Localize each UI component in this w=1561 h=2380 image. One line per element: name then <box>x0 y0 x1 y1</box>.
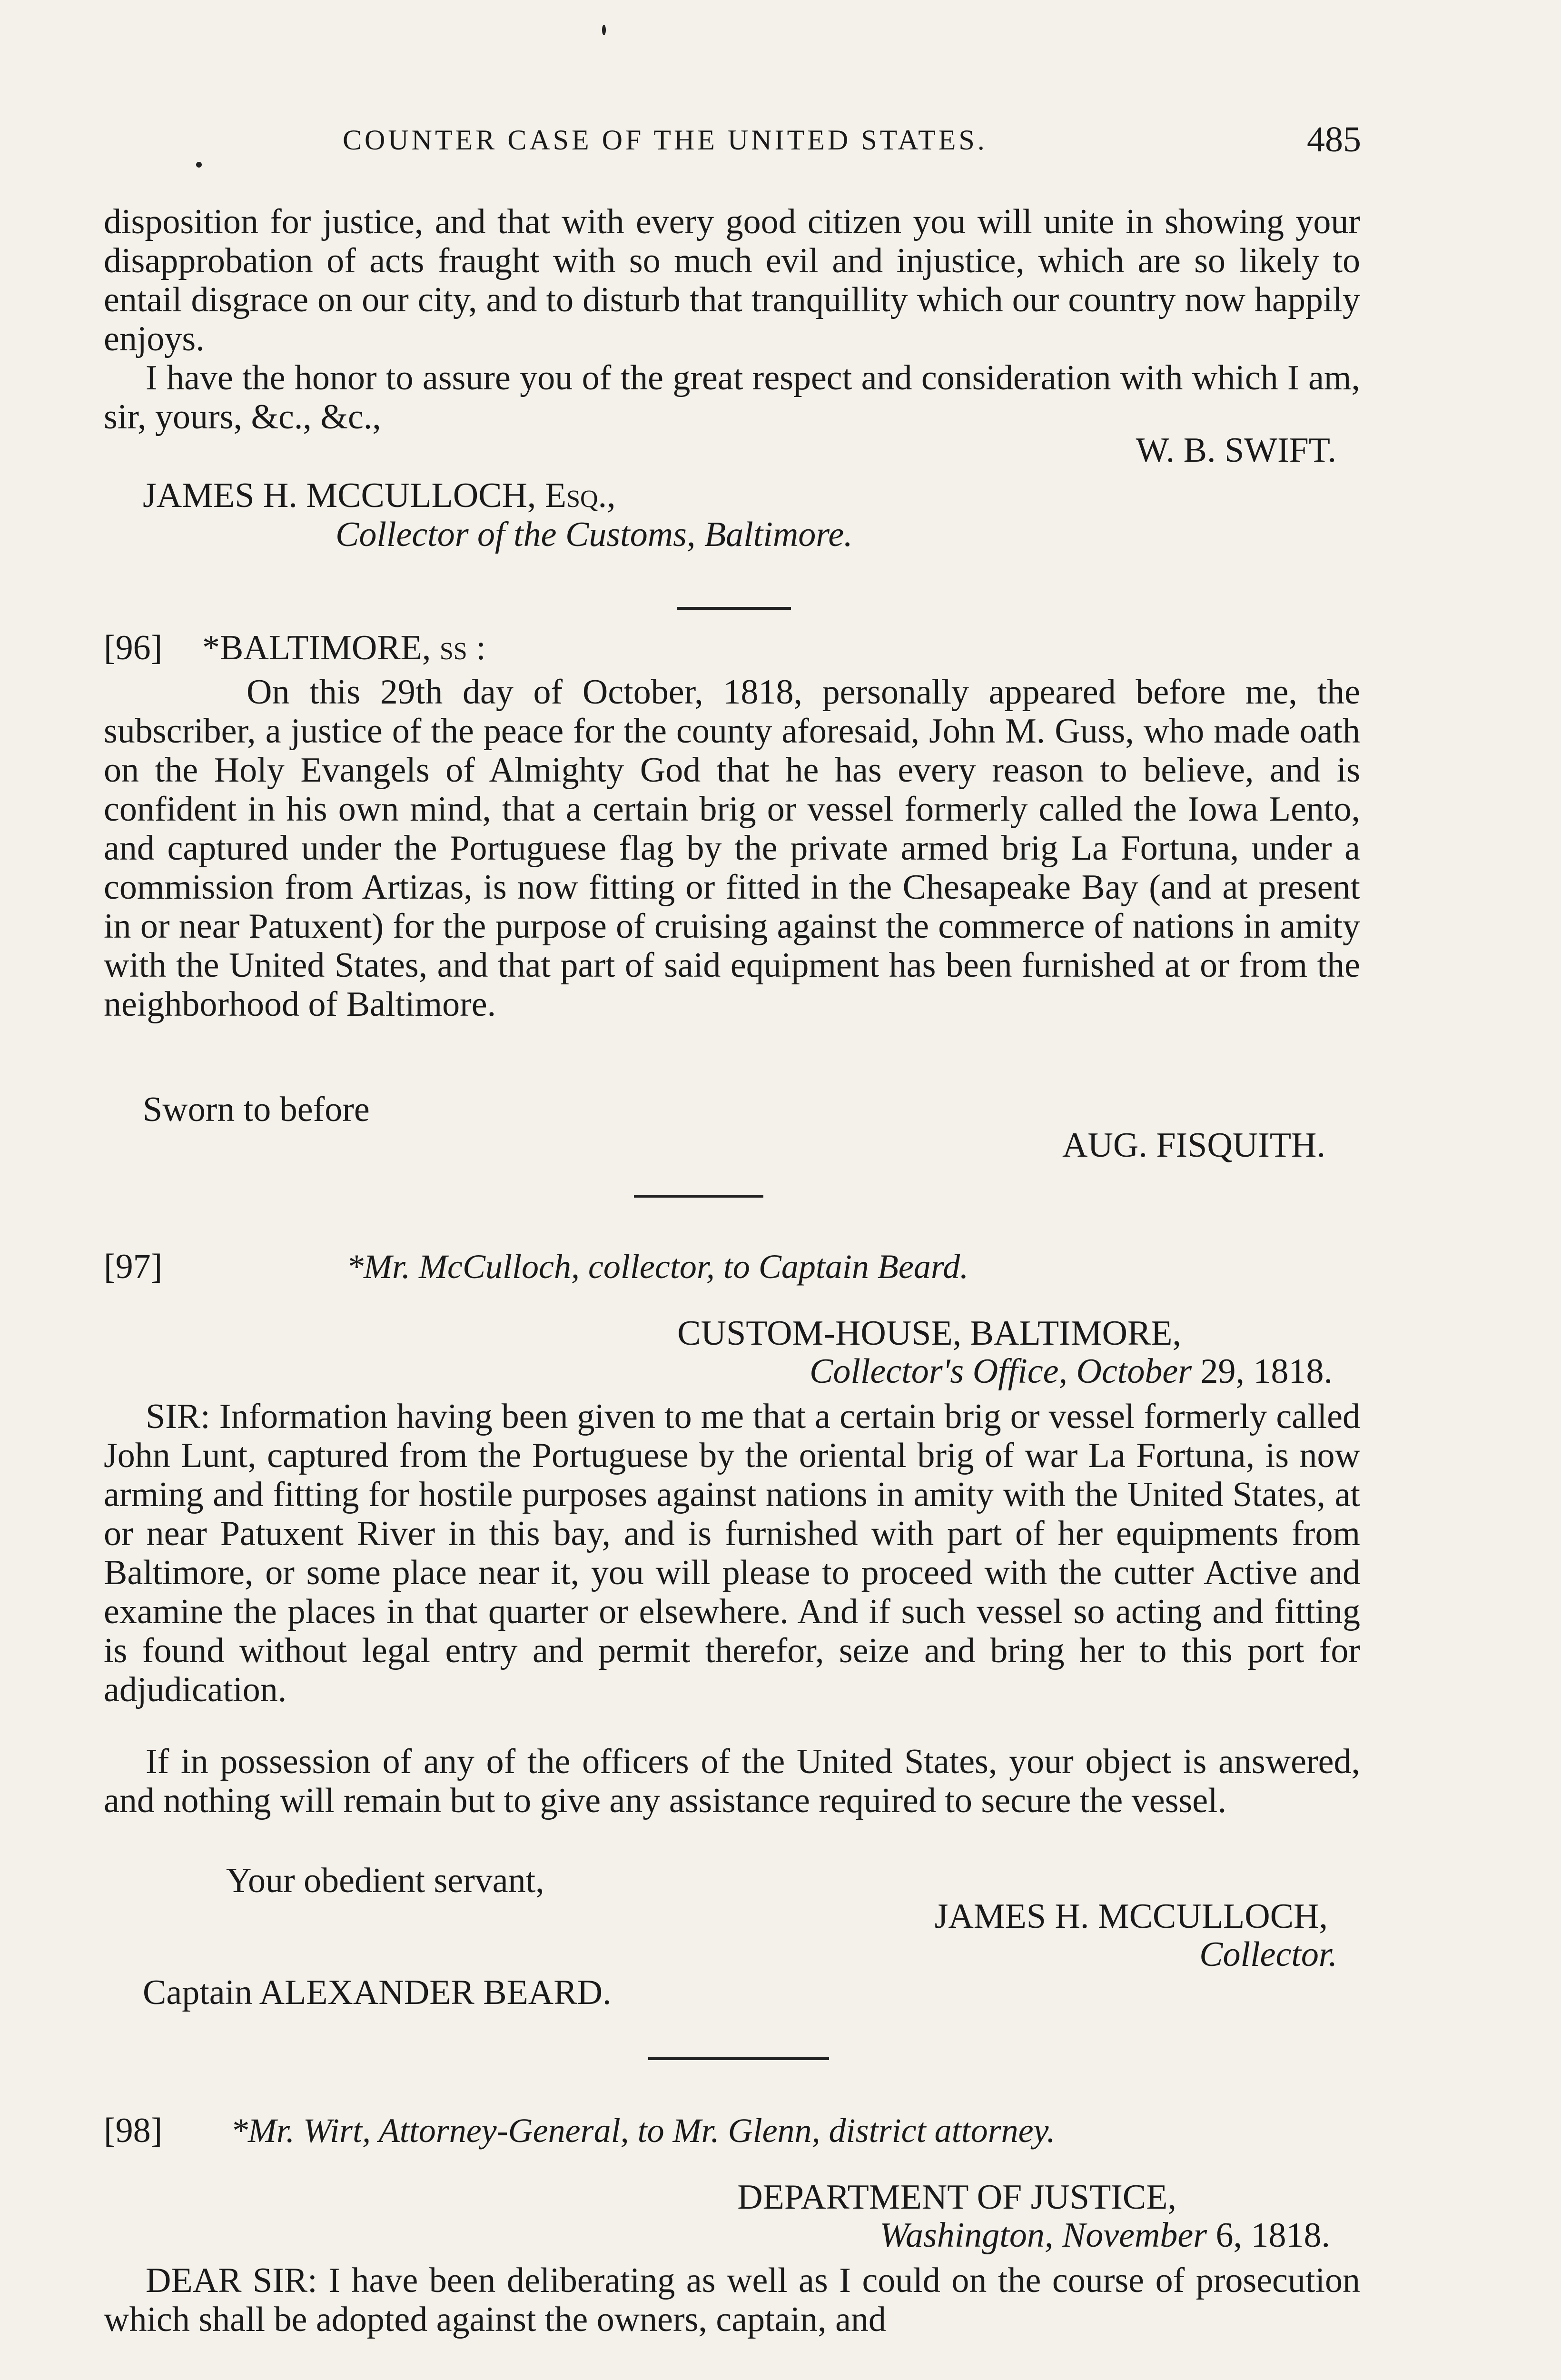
letter-97-title: *Mr. McCulloch, collector, to Captain Beard. <box>346 1248 969 1286</box>
affidavit-signature: AUG. FISQUITH. <box>1062 1126 1325 1165</box>
letter-97-addressee-text: Captain ALEXANDER BEARD. <box>143 1973 612 2012</box>
letter-97-number: [97] <box>104 1247 163 1286</box>
affidavit-venue: *BALTIMORE, ss : <box>202 628 486 667</box>
letter-97-signature-title: Collector. <box>1199 1935 1337 1974</box>
swift-letter-paragraph-1: disposition for justice, and that with every good citizen you will unite in showing your disapprobation of acts fraught with so much evil and injustice, which are so likely to entail disgrace on our city, and to disturb that tranquillity which our country now happily enjoys. <box>104 202 1360 358</box>
letter-98-paragraph-1 <box>104 2261 1360 2339</box>
letter-97-paragraph-1-text: Information having been given to me that a certain brig or vessel formerly called John Lunt, captured from the Portuguese by the oriental brig of war La Fortuna, is now arming and fitting for hostile purposes against nations in amity with the United States, at or near Patuxent River in this bay, and is furnished with part of her equipments from Baltimore, or some place near it, you will please to proceed with the cutter Active and examine the places in that quarter or elsewhere. And if such vessel so acting and fitting is found without legal entry and permit therefor, seize and bring her to this port for adjudication. <box>104 1397 1360 1709</box>
letter-97-place: CUSTOM-HOUSE, BALTIMORE, <box>677 1314 1181 1353</box>
section-divider <box>648 2057 829 2060</box>
letter-98-place: DEPARTMENT OF JUSTICE, <box>737 2178 1176 2217</box>
letter-97-date-suffix: 29, 1818. <box>1200 1352 1333 1391</box>
affidavit-number: [96] <box>104 628 163 667</box>
letter-97-date-prefix: Collector's Office, October <box>810 1352 1192 1391</box>
page-header <box>105 119 1361 162</box>
swift-addressee-title: Collector of the Customs, Baltimore. <box>336 515 853 554</box>
swift-letter-paragraph-2: I have the honor to assure you of the great respect and consideration with which I am, sir, yours, &c., &c., <box>104 358 1360 436</box>
letter-97-addressee <box>143 1973 612 2012</box>
letter-98-number: [98] <box>104 2111 163 2150</box>
letter-97-salutation: SIR: <box>146 1397 210 1436</box>
letter-98-title: *Mr. Wirt, Attorney-General, to Mr. Glenn, district attorney. <box>231 2112 1056 2150</box>
section-divider <box>634 1195 763 1198</box>
letter-97-paragraph-2: If in possession of any of the officers of the United States, your object is answered, and nothing will remain but to give any assistance required to secure the vessel. <box>104 1742 1360 1820</box>
letter-97-signature: JAMES H. MCCULLOCH, <box>934 1897 1328 1936</box>
section-divider <box>677 607 791 610</box>
page-number: 485 <box>1307 119 1361 159</box>
swift-signature: W. B. SWIFT. <box>1136 431 1336 470</box>
letter-98-date-prefix: Washington, November <box>879 2216 1207 2255</box>
letter-98-date-suffix: 6, 1818. <box>1215 2216 1330 2255</box>
letter-97-paragraph-1 <box>104 1397 1360 1709</box>
ink-mark <box>196 162 202 168</box>
ink-mark <box>602 25 606 35</box>
letter-98-date <box>879 2216 1330 2255</box>
affidavit-body: On this 29th day of October, 1818, personally appeared before me, the subscriber, a justice of the peace for the county aforesaid, John M. Guss, who made oath on the Holy Evangels of Almighty God that he has every reason to believe, and is confident in his own mind, that a certain brig or vessel formerly called the Iowa Lento, and captured under the Portuguese flag by the private armed brig La Fortuna, under a commission from Artizas, is now fitting or fitted in the Chesapeake Bay (and at present in or near Patuxent) for the purpose of cruising against the commerce of nations in amity with the United States, and that part of said equipment has been furnished at or from the neighborhood of Baltimore. <box>104 673 1360 1024</box>
affidavit-sworn: Sworn to before <box>143 1090 370 1129</box>
swift-addressee-name: JAMES H. MCCULLOCH, Esq., <box>143 476 616 515</box>
letter-98-salutation: DEAR SIR: <box>146 2261 317 2300</box>
letter-97-date <box>810 1352 1333 1391</box>
letter-97-closing: Your obedient servant, <box>226 1861 544 1900</box>
running-head: COUNTER CASE OF THE UNITED STATES. <box>343 124 988 156</box>
letter-98-paragraph-1-text: I have been deliberating as well as I could on the course of prosecution which shall be adopted against the owners, captain, and <box>104 2261 1361 2339</box>
